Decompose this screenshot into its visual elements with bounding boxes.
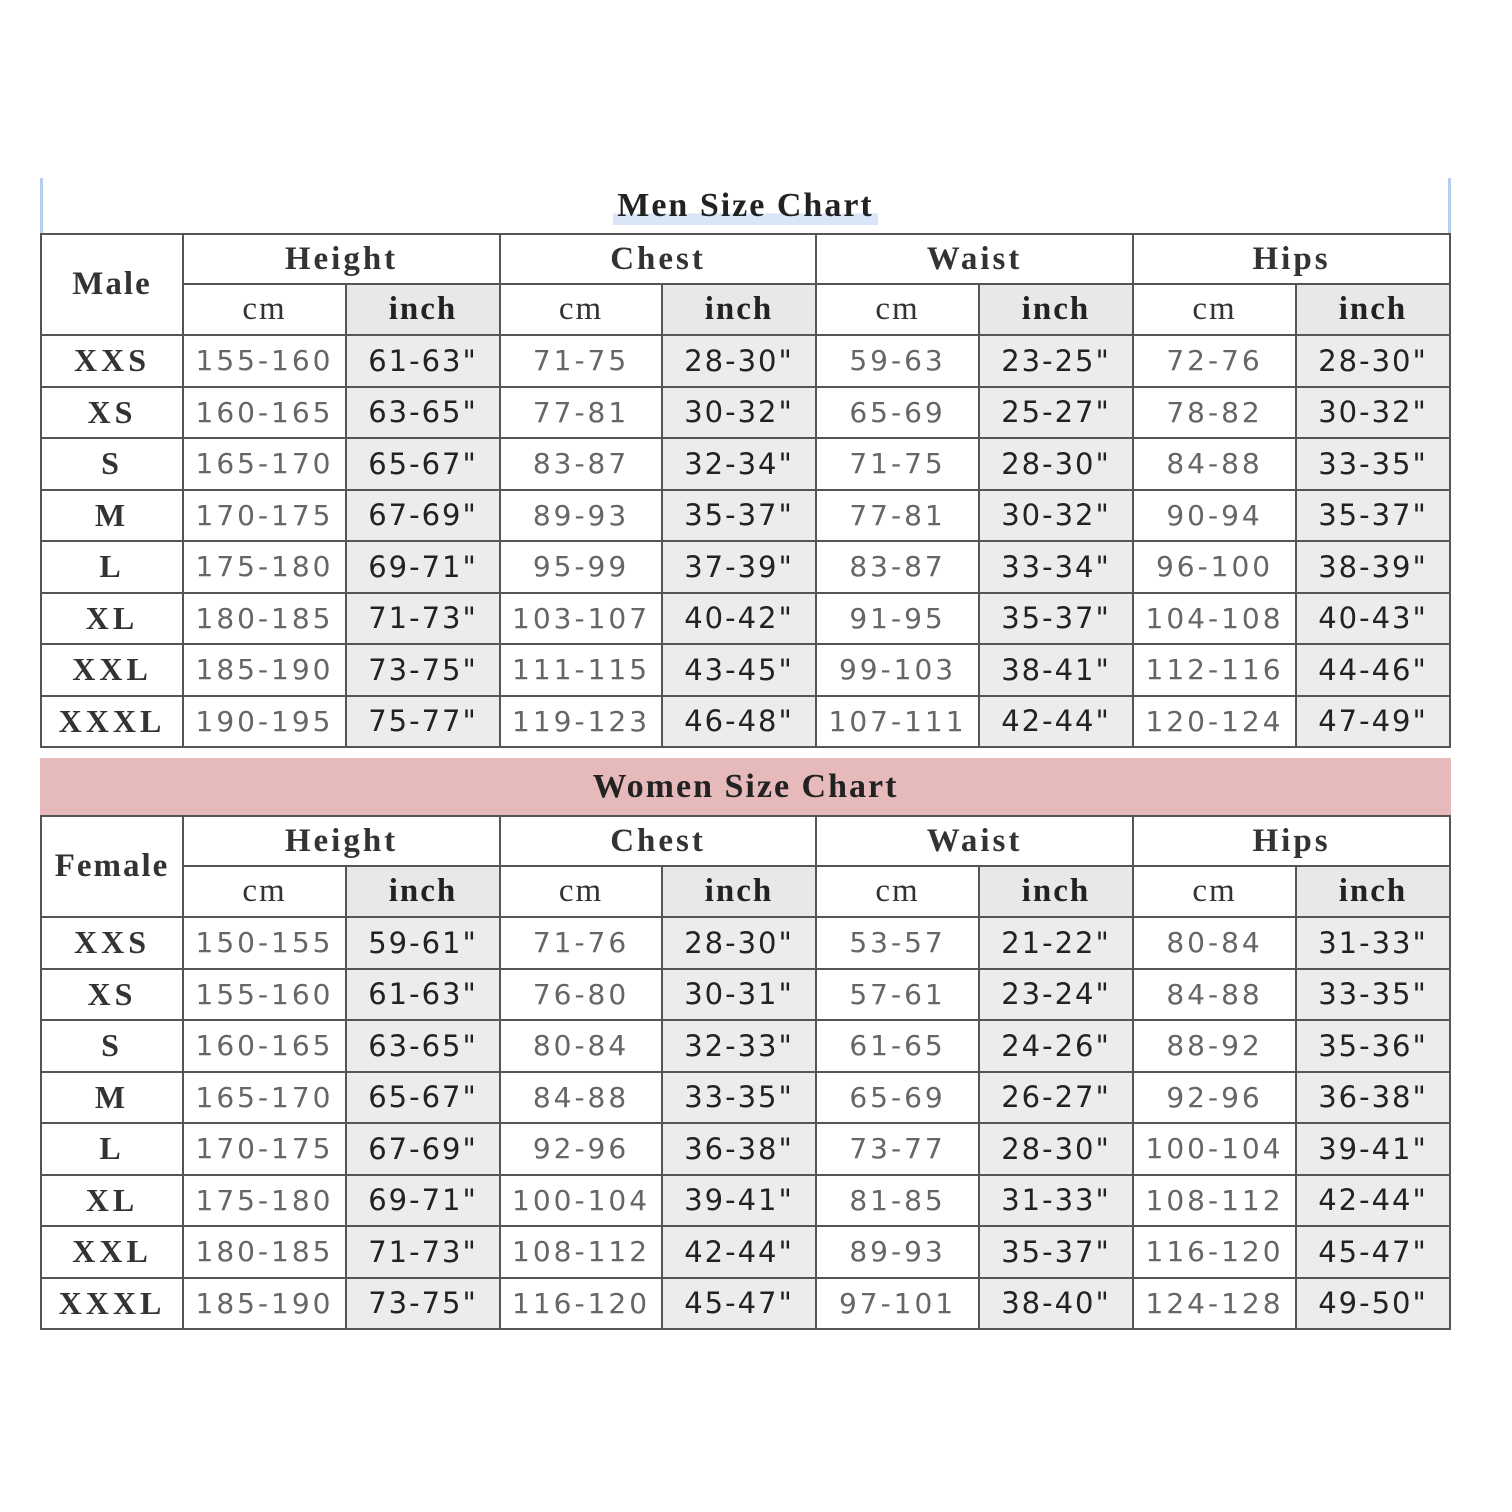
inch-value-cell: 39-41" (662, 1175, 816, 1227)
column-group-header: Waist (816, 816, 1133, 866)
size-label-cell: XXL (41, 1226, 183, 1278)
cm-value-cell: 59-63 (816, 335, 979, 387)
column-group-header: Waist (816, 234, 1133, 284)
cm-value-cell: 170-175 (183, 490, 346, 542)
column-group-header: Chest (500, 234, 816, 284)
inch-value-cell: 43-45" (662, 644, 816, 696)
cm-value-cell: 119-123 (500, 696, 662, 748)
inch-value-cell: 46-48" (662, 696, 816, 748)
unit-inch-header: inch (346, 284, 500, 335)
inch-value-cell: 42-44" (979, 696, 1133, 748)
unit-inch-header: inch (1296, 866, 1450, 917)
inch-value-cell: 36-38" (1296, 1072, 1450, 1124)
column-group-header: Height (183, 234, 500, 284)
inch-value-cell: 36-38" (662, 1123, 816, 1175)
cm-value-cell: 160-165 (183, 1020, 346, 1072)
cm-value-cell: 185-190 (183, 644, 346, 696)
cm-value-cell: 84-88 (500, 1072, 662, 1124)
women-title-bar (40, 758, 1451, 815)
unit-inch-header: inch (346, 866, 500, 917)
cm-value-cell: 95-99 (500, 541, 662, 593)
inch-value-cell: 32-34" (662, 438, 816, 490)
cm-value-cell: 100-104 (1133, 1123, 1296, 1175)
inch-value-cell: 40-42" (662, 593, 816, 645)
unit-cm-header: cm (816, 284, 979, 335)
women-size-chart (40, 758, 1451, 1330)
inch-value-cell: 28-30" (979, 1123, 1133, 1175)
inch-value-cell: 71-73" (346, 1226, 500, 1278)
unit-cm-header: cm (183, 284, 346, 335)
cm-value-cell: 71-75 (816, 438, 979, 490)
inch-value-cell: 69-71" (346, 541, 500, 593)
cm-value-cell: 57-61 (816, 969, 979, 1021)
cm-value-cell: 111-115 (500, 644, 662, 696)
inch-value-cell: 37-39" (662, 541, 816, 593)
table-row (41, 644, 1450, 696)
cm-value-cell: 90-94 (1133, 490, 1296, 542)
cm-value-cell: 150-155 (183, 917, 346, 969)
table-row (41, 1226, 1450, 1278)
table-row (41, 387, 1450, 439)
inch-value-cell: 69-71" (346, 1175, 500, 1227)
size-label-cell: M (41, 490, 183, 542)
women-chart-title: Women Size Chart (592, 767, 899, 805)
cm-value-cell: 185-190 (183, 1278, 346, 1330)
inch-value-cell: 33-35" (662, 1072, 816, 1124)
inch-value-cell: 49-50" (1296, 1278, 1450, 1330)
cm-value-cell: 72-76 (1133, 335, 1296, 387)
size-label-cell: XXS (41, 335, 183, 387)
size-label-cell: XS (41, 969, 183, 1021)
size-label-cell: XXL (41, 644, 183, 696)
inch-value-cell: 39-41" (1296, 1123, 1450, 1175)
inch-value-cell: 65-67" (346, 438, 500, 490)
inch-value-cell: 23-25" (979, 335, 1133, 387)
size-label-cell: S (41, 438, 183, 490)
cm-value-cell: 83-87 (816, 541, 979, 593)
unit-cm-header: cm (183, 866, 346, 917)
inch-value-cell: 21-22" (979, 917, 1133, 969)
table-row (41, 541, 1450, 593)
inch-value-cell: 59-61" (346, 917, 500, 969)
inch-value-cell: 45-47" (662, 1278, 816, 1330)
cm-value-cell: 76-80 (500, 969, 662, 1021)
inch-value-cell: 25-27" (979, 387, 1133, 439)
inch-value-cell: 75-77" (346, 696, 500, 748)
unit-inch-header: inch (1296, 284, 1450, 335)
cm-value-cell: 120-124 (1133, 696, 1296, 748)
inch-value-cell: 63-65" (346, 387, 500, 439)
cm-value-cell: 107-111 (816, 696, 979, 748)
unit-inch-header: inch (979, 284, 1133, 335)
header-row-units (41, 284, 1450, 335)
table-row (41, 696, 1450, 748)
inch-value-cell: 35-36" (1296, 1020, 1450, 1072)
cm-value-cell: 84-88 (1133, 438, 1296, 490)
inch-value-cell: 24-26" (979, 1020, 1133, 1072)
men-chart-title: Men Size Chart (613, 187, 878, 225)
cm-value-cell: 155-160 (183, 969, 346, 1021)
inch-value-cell: 67-69" (346, 490, 500, 542)
size-label-cell: M (41, 1072, 183, 1124)
table-row (41, 1020, 1450, 1072)
inch-value-cell: 26-27" (979, 1072, 1133, 1124)
inch-value-cell: 40-43" (1296, 593, 1450, 645)
cm-value-cell: 77-81 (816, 490, 979, 542)
inch-value-cell: 45-47" (1296, 1226, 1450, 1278)
cm-value-cell: 112-116 (1133, 644, 1296, 696)
inch-value-cell: 30-32" (1296, 387, 1450, 439)
inch-value-cell: 42-44" (662, 1226, 816, 1278)
cm-value-cell: 180-185 (183, 1226, 346, 1278)
cm-value-cell: 116-120 (1133, 1226, 1296, 1278)
cm-value-cell: 103-107 (500, 593, 662, 645)
table-row (41, 438, 1450, 490)
cm-value-cell: 80-84 (1133, 917, 1296, 969)
size-label-cell: L (41, 1123, 183, 1175)
cm-value-cell: 190-195 (183, 696, 346, 748)
unit-inch-header: inch (662, 284, 816, 335)
table-row (41, 335, 1450, 387)
inch-value-cell: 35-37" (1296, 490, 1450, 542)
cm-value-cell: 170-175 (183, 1123, 346, 1175)
cm-value-cell: 160-165 (183, 387, 346, 439)
inch-value-cell: 28-30" (1296, 335, 1450, 387)
unit-cm-header: cm (816, 866, 979, 917)
unit-cm-header: cm (1133, 866, 1296, 917)
size-label-cell: XS (41, 387, 183, 439)
column-group-header: Hips (1133, 816, 1450, 866)
cm-value-cell: 73-77 (816, 1123, 979, 1175)
inch-value-cell: 28-30" (979, 438, 1133, 490)
cm-value-cell: 175-180 (183, 541, 346, 593)
inch-value-cell: 23-24" (979, 969, 1133, 1021)
size-label-cell: S (41, 1020, 183, 1072)
gender-label: Female (41, 816, 183, 917)
header-row-groups (41, 234, 1450, 284)
table-row (41, 1175, 1450, 1227)
size-label-cell: XL (41, 1175, 183, 1227)
cm-value-cell: 89-93 (500, 490, 662, 542)
cm-value-cell: 100-104 (500, 1175, 662, 1227)
cm-value-cell: 80-84 (500, 1020, 662, 1072)
cm-value-cell: 84-88 (1133, 969, 1296, 1021)
inch-value-cell: 33-35" (1296, 969, 1450, 1021)
inch-value-cell: 38-40" (979, 1278, 1133, 1330)
column-group-header: Height (183, 816, 500, 866)
inch-value-cell: 35-37" (662, 490, 816, 542)
cm-value-cell: 175-180 (183, 1175, 346, 1227)
inch-value-cell: 42-44" (1296, 1175, 1450, 1227)
column-group-header: Hips (1133, 234, 1450, 284)
inch-value-cell: 28-30" (662, 335, 816, 387)
cm-value-cell: 180-185 (183, 593, 346, 645)
inch-value-cell: 30-32" (662, 387, 816, 439)
header-row-groups (41, 816, 1450, 866)
cm-value-cell: 89-93 (816, 1226, 979, 1278)
inch-value-cell: 35-37" (979, 593, 1133, 645)
header-row-units (41, 866, 1450, 917)
cm-value-cell: 61-65 (816, 1020, 979, 1072)
gender-label: Male (41, 234, 183, 335)
inch-value-cell: 31-33" (1296, 917, 1450, 969)
table-row (41, 1072, 1450, 1124)
inch-value-cell: 63-65" (346, 1020, 500, 1072)
table-row (41, 1278, 1450, 1330)
unit-inch-header: inch (979, 866, 1133, 917)
table-row (41, 1123, 1450, 1175)
inch-value-cell: 33-34" (979, 541, 1133, 593)
unit-cm-header: cm (500, 866, 662, 917)
cm-value-cell: 65-69 (816, 387, 979, 439)
inch-value-cell: 44-46" (1296, 644, 1450, 696)
size-label-cell: XXXL (41, 696, 183, 748)
unit-inch-header: inch (662, 866, 816, 917)
cm-value-cell: 71-76 (500, 917, 662, 969)
inch-value-cell: 73-75" (346, 1278, 500, 1330)
cm-value-cell: 71-75 (500, 335, 662, 387)
inch-value-cell: 31-33" (979, 1175, 1133, 1227)
men-size-table (40, 233, 1451, 748)
cm-value-cell: 104-108 (1133, 593, 1296, 645)
men-title-bar (40, 178, 1451, 233)
cm-value-cell: 165-170 (183, 438, 346, 490)
cm-value-cell: 91-95 (816, 593, 979, 645)
inch-value-cell: 61-63" (346, 969, 500, 1021)
cm-value-cell: 92-96 (1133, 1072, 1296, 1124)
inch-value-cell: 61-63" (346, 335, 500, 387)
cm-value-cell: 108-112 (500, 1226, 662, 1278)
cm-value-cell: 97-101 (816, 1278, 979, 1330)
inch-value-cell: 30-31" (662, 969, 816, 1021)
inch-value-cell: 32-33" (662, 1020, 816, 1072)
cm-value-cell: 77-81 (500, 387, 662, 439)
inch-value-cell: 38-39" (1296, 541, 1450, 593)
inch-value-cell: 33-35" (1296, 438, 1450, 490)
unit-cm-header: cm (1133, 284, 1296, 335)
size-label-cell: XXXL (41, 1278, 183, 1330)
cm-value-cell: 88-92 (1133, 1020, 1296, 1072)
cm-value-cell: 96-100 (1133, 541, 1296, 593)
cm-value-cell: 65-69 (816, 1072, 979, 1124)
cm-value-cell: 108-112 (1133, 1175, 1296, 1227)
cm-value-cell: 92-96 (500, 1123, 662, 1175)
inch-value-cell: 67-69" (346, 1123, 500, 1175)
cm-value-cell: 53-57 (816, 917, 979, 969)
cm-value-cell: 124-128 (1133, 1278, 1296, 1330)
inch-value-cell: 71-73" (346, 593, 500, 645)
table-row (41, 593, 1450, 645)
cm-value-cell: 78-82 (1133, 387, 1296, 439)
size-label-cell: XXS (41, 917, 183, 969)
cm-value-cell: 83-87 (500, 438, 662, 490)
women-size-table (40, 815, 1451, 1330)
table-row (41, 969, 1450, 1021)
size-label-cell: L (41, 541, 183, 593)
inch-value-cell: 65-67" (346, 1072, 500, 1124)
size-label-cell: XL (41, 593, 183, 645)
men-size-chart (40, 178, 1451, 748)
cm-value-cell: 116-120 (500, 1278, 662, 1330)
cm-value-cell: 155-160 (183, 335, 346, 387)
inch-value-cell: 35-37" (979, 1226, 1133, 1278)
table-row (41, 490, 1450, 542)
inch-value-cell: 38-41" (979, 644, 1133, 696)
cm-value-cell: 165-170 (183, 1072, 346, 1124)
inch-value-cell: 30-32" (979, 490, 1133, 542)
inch-value-cell: 47-49" (1296, 696, 1450, 748)
cm-value-cell: 99-103 (816, 644, 979, 696)
inch-value-cell: 73-75" (346, 644, 500, 696)
unit-cm-header: cm (500, 284, 662, 335)
table-row (41, 917, 1450, 969)
cm-value-cell: 81-85 (816, 1175, 979, 1227)
inch-value-cell: 28-30" (662, 917, 816, 969)
column-group-header: Chest (500, 816, 816, 866)
